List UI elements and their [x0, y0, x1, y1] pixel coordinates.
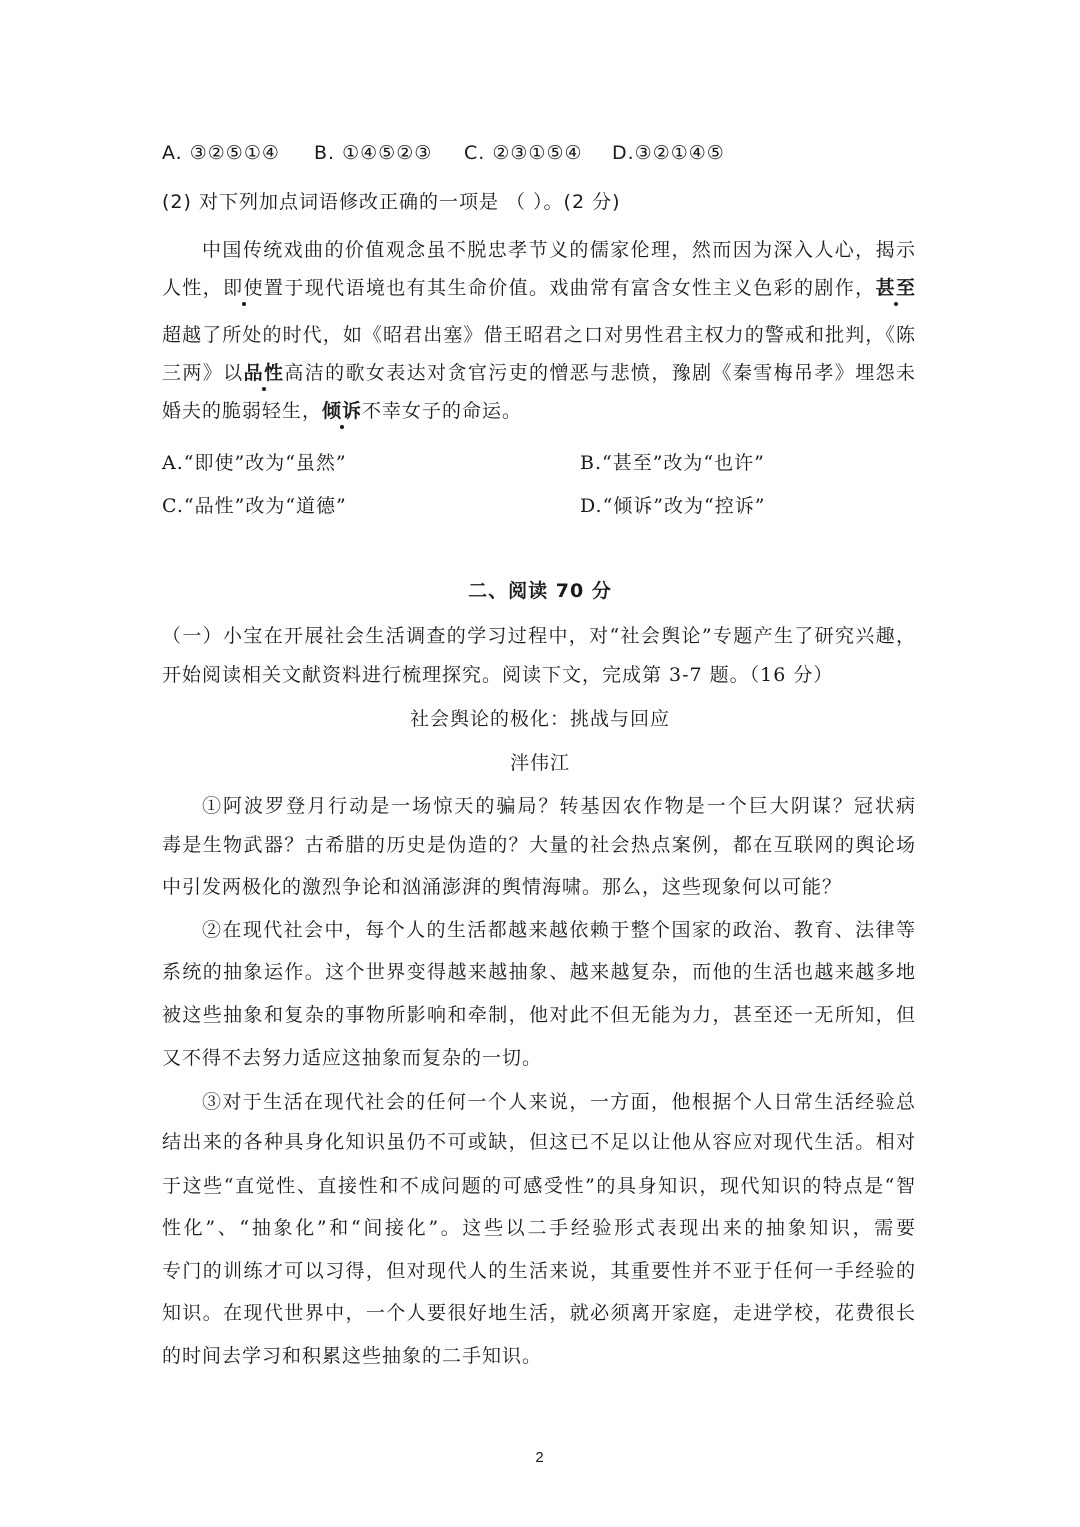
q1-option-d[interactable]: D.③②①④⑤ [612, 142, 725, 164]
q2-stem: (2) 对下列加点词语修改正确的一项是 （ ）。(2 分) [162, 191, 621, 213]
marked-word-shenzhi: 甚至 [875, 277, 916, 299]
paragraph-3-line: 知识。在现代世界中，一个人要很好地生活，就必须离开家庭，走进学校，花费很长 [162, 1302, 916, 1324]
paragraph-2-line: ②在现代社会中，每个人的生活都越来越依赖于整个国家的政治、教育、法律等 [202, 919, 916, 941]
section-intro-line-2: 开始阅读相关文献资料进行梳理探究。阅读下文，完成第 3-7 题。（16 分） [162, 664, 834, 686]
q2-passage-text: 置于现代语境也有其生命价值。戏曲常有富含女性主义色彩的剧作， [263, 277, 876, 299]
q2-passage-text: 三两》以 [162, 362, 244, 384]
paragraph-1-line: 中引发两极化的激烈争论和汹涌澎湃的舆情海啸。那么，这些现象何以可能？ [162, 876, 843, 898]
q2-passage-line-5 [162, 399, 522, 423]
q1-option-b[interactable]: B. ①④⑤②③ [314, 142, 433, 164]
q2-option-a[interactable]: A.“即使”改为“虽然” [162, 452, 347, 474]
page-number: 2 [535, 1449, 545, 1466]
q2-option-b[interactable]: B.“甚至”改为“也许” [580, 452, 765, 474]
q2-passage-line-4 [162, 361, 916, 385]
q2-passage-text: 婚夫的脆弱轻生， [162, 400, 323, 422]
paragraph-2-line: 被这些抽象和复杂的事物所影响和牵制，他对此不但无能为力，甚至还一无所知，但 [162, 1004, 916, 1026]
paragraph-1-line: ①阿波罗登月行动是一场惊天的骗局？转基因农作物是一个巨大阴谋？冠状病 [202, 795, 916, 817]
paragraph-3-line: 于这些“直觉性、直接性和不成问题的可感受性”的具身知识，现代知识的特点是“智 [162, 1175, 916, 1197]
article-title: 社会舆论的极化：挑战与回应 [409, 708, 670, 730]
q2-passage-line-3: 超越了所处的时代，如《昭君出塞》借王昭君之口对男性君主权力的警戒和批判，《陈 [162, 324, 916, 346]
marked-word-pinxing: 品性 [243, 362, 285, 384]
section-title: 二、阅读 70 分 [468, 580, 612, 602]
q2-passage-line-1: 中国传统戏曲的价值观念虽不脱忠孝节义的儒家伦理，然而因为深入人心，揭示 [202, 239, 916, 261]
q2-passage-text: 高洁的歌女表达对贪官污吏的憎恶与悲愤，豫剧《秦雪梅吊孝》埋怨未 [284, 362, 916, 384]
paragraph-3-line: 性化”、“抽象化”和“间接化”。这些以二手经验形式表现出来的抽象知识，需要 [162, 1217, 916, 1239]
paragraph-3-line: 专门的训练才可以习得，但对现代人的生活来说，其重要性并不亚于任何一手经验的 [162, 1260, 916, 1282]
paragraph-3-line: ③对于生活在现代社会的任何一个人来说，一方面，他根据个人日常生活经验总 [202, 1091, 916, 1113]
q2-passage-text: 人性， [162, 277, 224, 299]
article-author: 泮伟江 [509, 752, 570, 774]
paragraph-3-line: 结出来的各种具身化知识虽仍不可或缺，但这已不足以让他从容应对现代生活。相对 [162, 1131, 916, 1153]
q1-option-c[interactable]: C. ②③①⑤④ [464, 142, 583, 164]
marked-word-qingsu: 倾诉 [322, 400, 363, 422]
q2-passage-text: 不幸女子的命运。 [362, 400, 523, 422]
q1-option-a[interactable]: A. ③②⑤①④ [162, 142, 280, 164]
paragraph-2-line: 又不得不去努力适应这抽象而复杂的一切。 [162, 1047, 543, 1069]
section-intro-line-1: （一）小宝在开展社会生活调查的学习过程中，对“社会舆论”专题产生了研究兴趣， [162, 625, 916, 647]
q2-option-c[interactable]: C.“品性”改为“道德” [162, 495, 347, 517]
paragraph-1-line: 毒是生物武器？古希腊的历史是伪造的？大量的社会热点案例，都在互联网的舆论场 [162, 834, 916, 856]
marked-word-jishi: 即使 [223, 277, 264, 299]
paragraph-2-line: 系统的抽象运作。这个世界变得越来越抽象、越来越复杂，而他的生活也越来越多地 [162, 961, 916, 983]
paragraph-3-line: 的时间去学习和积累这些抽象的二手知识。 [162, 1345, 543, 1367]
q2-passage-line-2 [162, 276, 916, 300]
q2-option-d[interactable]: D.“倾诉”改为“控诉” [580, 495, 766, 517]
